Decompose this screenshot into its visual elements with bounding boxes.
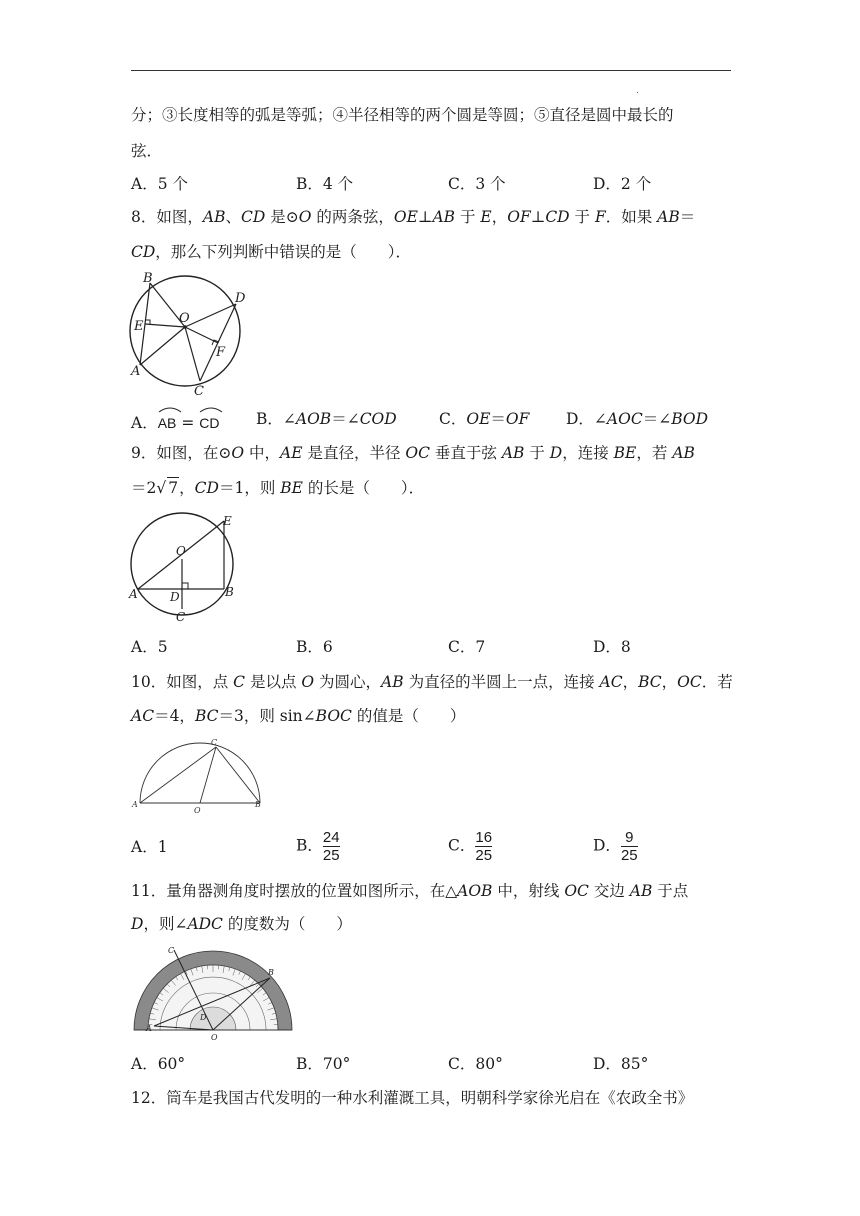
q10-semicircle: [140, 743, 260, 803]
q12-stem-line1: 12．筒车是我国古代发明的一种水利灌溉工具，明朝科学家徐光启在《农政全书》: [131, 1089, 694, 1107]
q11-label-c: C: [168, 946, 175, 955]
q10-option-a: A．1: [131, 838, 168, 856]
q8-label-e: E: [134, 319, 144, 334]
q11-option-c: C．80°: [448, 1055, 503, 1073]
q11-option-d: D．85°: [593, 1055, 649, 1073]
q8-stem-line2: CD，那么下列判断中错误的是（ ）．: [131, 243, 412, 261]
q10-option-d-fraction: $\frac{9}{25}$: [620, 829, 638, 864]
q10-label-c: C: [211, 738, 218, 747]
q10-option-b: B． $\frac{24}{25}$: [296, 829, 340, 864]
q8-label-c: C: [194, 384, 204, 399]
q10-option-c: C． $\frac{16}{25}$: [448, 829, 493, 864]
header-dot: .: [636, 86, 639, 96]
q9-figure: [126, 512, 248, 624]
q7-option-c: C．3 个: [448, 175, 506, 193]
q8-label-o: O: [179, 311, 190, 326]
q11-stem-line1: 11．量角器测角度时摆放的位置如图所示，在△AOB 中，射线 OC 交边 AB 于点: [131, 882, 689, 900]
q8-option-d: D．∠AOC＝∠BOD: [566, 410, 708, 428]
q8-label-f: F: [216, 345, 226, 360]
q9-label-d: D: [170, 590, 180, 604]
q7-option-b: B．4 个: [296, 175, 354, 193]
q11-option-a: A．60°: [131, 1055, 186, 1073]
q9-option-c: C．7: [448, 638, 486, 656]
q8-stem-line1: [131, 207, 731, 227]
q10-figure: [128, 737, 270, 817]
q10-label-o: O: [194, 806, 201, 815]
q7-option-a: A．5 个: [131, 175, 188, 193]
q11-option-b: B．70°: [296, 1055, 351, 1073]
q8-option-b: B．∠AOB＝∠COD: [256, 410, 397, 428]
q10-stem-line2: AC＝4，BC＝3，则 sin∠BOC 的值是（ ）: [131, 707, 466, 725]
q11-label-b: B: [268, 968, 274, 977]
q7-option-d: D．2 个: [593, 175, 652, 193]
q11-label-o: O: [211, 1033, 218, 1042]
q9-label-b: B: [225, 585, 234, 599]
q8-figure: [128, 268, 248, 400]
q10-option-b-fraction: $\frac{24}{25}$: [322, 829, 340, 864]
q11-protractor-figure: [130, 944, 296, 1042]
q11-label-d: D: [200, 1013, 207, 1022]
q7-line2: 弦．: [131, 142, 163, 160]
q10-option-c-fraction: $\frac{16}{25}$: [475, 829, 493, 864]
q11-label-a: A: [146, 1024, 152, 1033]
q9-option-d: D．8: [593, 638, 631, 656]
q9-option-b: B．6: [296, 638, 333, 656]
q9-label-e: E: [223, 514, 232, 528]
q8-label-b: B: [143, 271, 153, 286]
q10-option-d: D． $\frac{9}{25}$: [593, 829, 638, 864]
q8-option-a: A． AB = CD: [131, 409, 219, 433]
q9-label-o: O: [176, 544, 186, 558]
q8-label-d: D: [235, 291, 246, 306]
q10-label-b: B: [255, 800, 261, 809]
q10-stem-line1: 10．如图，点 C 是以点 O 为圆心，AB 为直径的半圆上一点，连接 AC，BC，OC．若: [131, 673, 733, 691]
header-rule: [131, 70, 731, 71]
q9-stem-line2: ＝2√ 7，CD＝1，则 BE 的长是（ ）．: [131, 479, 425, 497]
q9-stem-line1: 9．如图，在⊙O 中，AE 是直径，半径 OC 垂直于弦 AB 于 D，连接 BE，若 AB: [131, 444, 695, 462]
q9-label-a: A: [129, 587, 138, 601]
q7-line1: 分；③长度相等的弧是等弧；④半径相等的两个圆是等圆；⑤直径是圆中最长的: [131, 106, 674, 124]
q10-label-a: A: [132, 800, 138, 809]
q11-stem-line2: D，则∠ADC 的度数为（ ）: [131, 915, 352, 933]
q9-option-a: A．5: [131, 638, 168, 656]
q8-option-c: C．OE＝OF: [439, 410, 530, 428]
q8-label-a: A: [131, 364, 141, 379]
q9-label-c: C: [176, 610, 186, 624]
q8-l1-p1: 8．如图，AB、CD 是⊙O 的两条弦，OE⊥AB 于 E，OF⊥CD 于 F．如果 AB＝: [131, 208, 696, 226]
